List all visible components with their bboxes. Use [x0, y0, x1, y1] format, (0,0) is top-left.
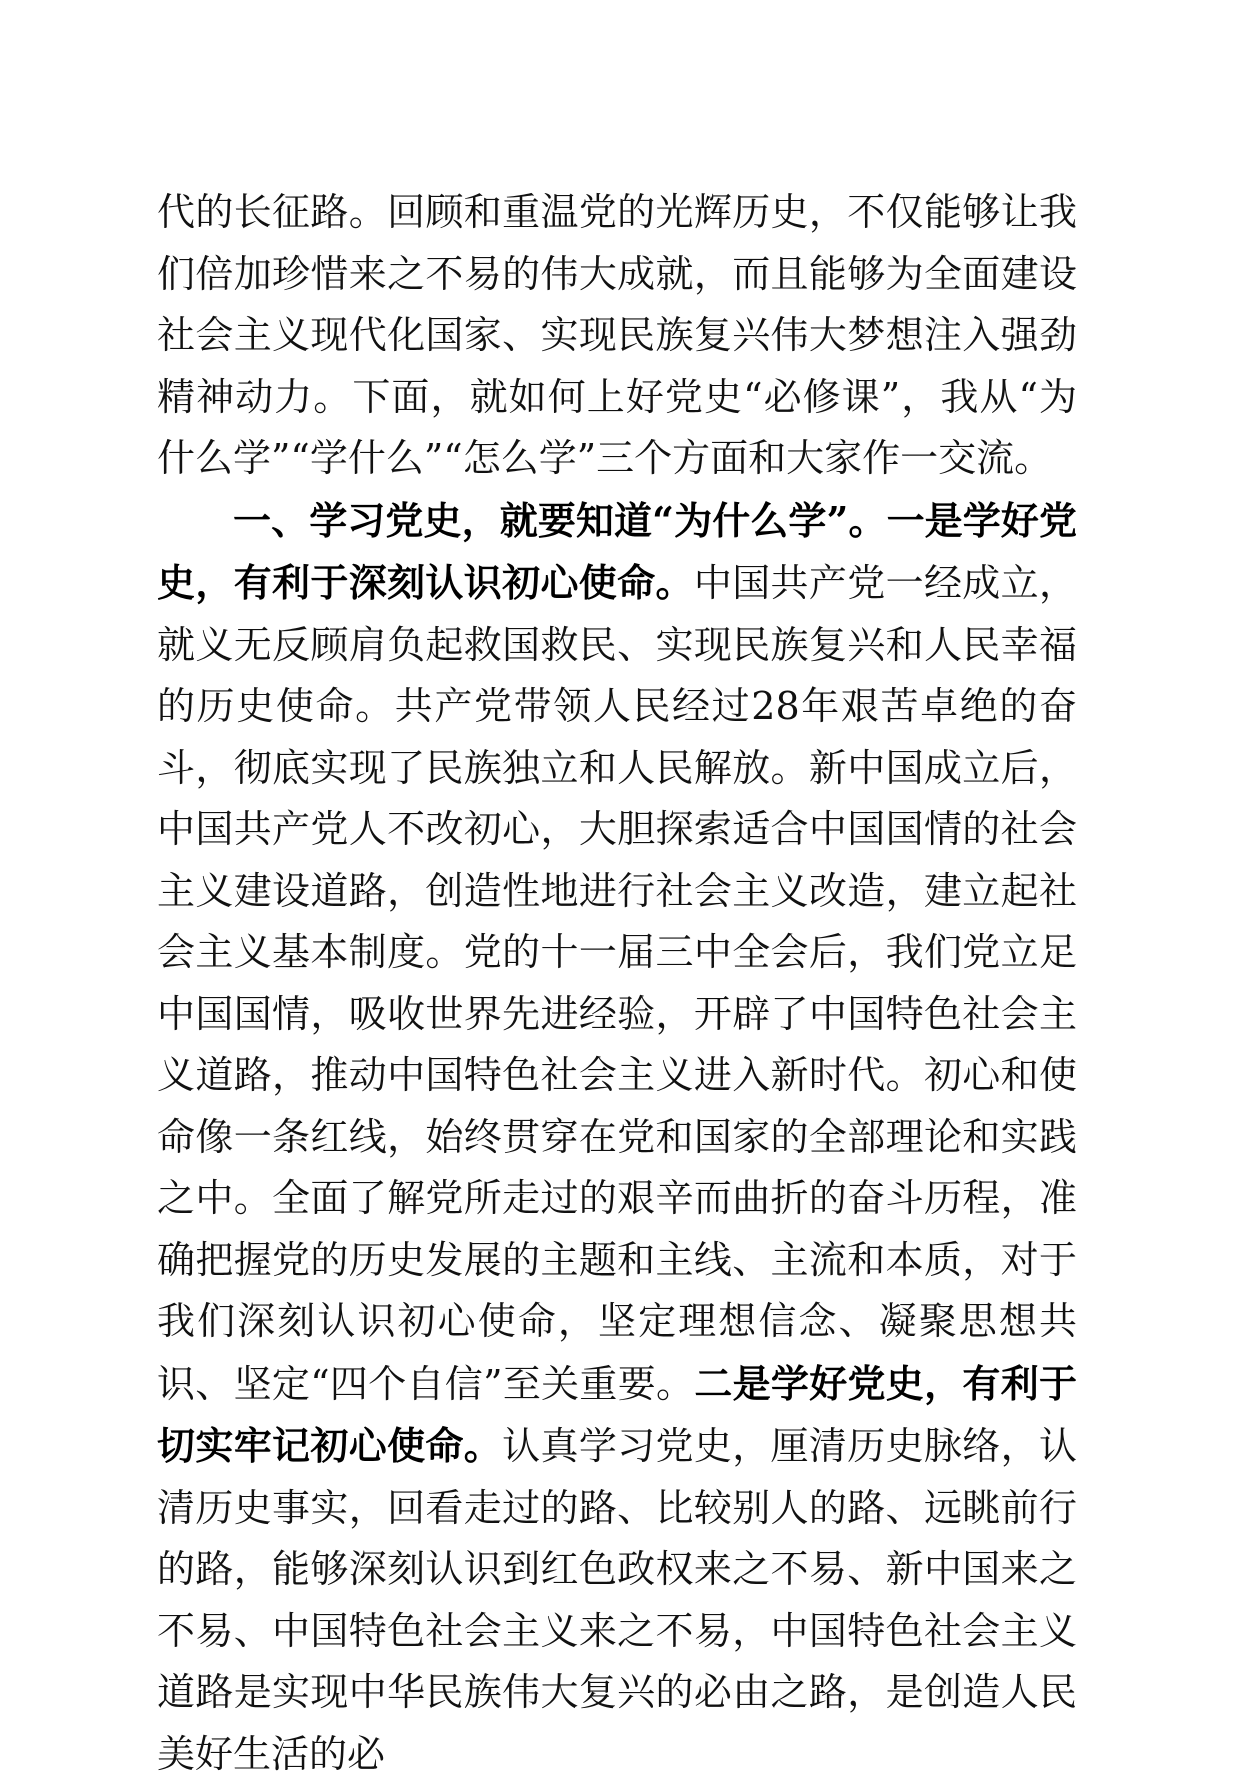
- point-heading-two: 二是学好党史，有利于切实牢记初心使命。: [157, 1361, 1077, 1469]
- body-text: [157, 182, 1077, 1785]
- paragraph-text: 代的长征路。回顾和重温党的光辉历史，不仅能够让我们倍加珍惜来之不易的伟大成就，而且能够为全面建设社会主义现代化国家、实现民族复兴伟大梦想注入强劲精神动力。下面，就如何上好党史“必修课”，我从“为什么学”“学什么”“怎么学”三个方面和大家作一交流。: [157, 190, 1077, 480]
- paragraph-continuation: [157, 182, 1077, 490]
- section-heading-why-learn: 一、学习党史，就要知道“为什么学”。一是学好党史，有利于深刻认识初心使命。: [157, 498, 1077, 606]
- paragraph-section-one: [157, 490, 1077, 1785]
- paragraph-text: 认真学习党史，厘清历史脉络，认清历史事实，回看走过的路、比较别人的路、远眺前行的路，能够深刻认识到红色政权来之不易、新中国来之不易、中国特色社会主义来之不易，中国特色社会主义道路是实现中华民族伟大复兴的必由之路，是创造人民美好生活的必: [157, 1424, 1077, 1776]
- paragraph-text: 中国共产党一经成立，就义无反顾肩负起救国救民、实现民族复兴和人民幸福的历史使命。共产党带领人民经过28年艰苦卓绝的奋斗，彻底实现了民族独立和人民解放。新中国成立后，中国共产党人不改初心，大胆探索适合中国国情的社会主义建设道路，创造性地进行社会主义改造，建立起社会主义基本制度。党的十一届三中全会后，我们党立足中国国情，吸收世界先进经验，开辟了中国特色社会主义道路，推动中国特色社会主义进入新时代。初心和使命像一条红线，始终贯穿在党和国家的全部理论和实践之中。全面了解党所走过的艰辛而曲折的奋斗历程，准确把握党的历史发展的主题和主线、主流和本质，对于我们深刻认识初心使命，坚定理想信念、凝聚思想共识、坚定“四个自信”至关重要。: [157, 561, 1077, 1406]
